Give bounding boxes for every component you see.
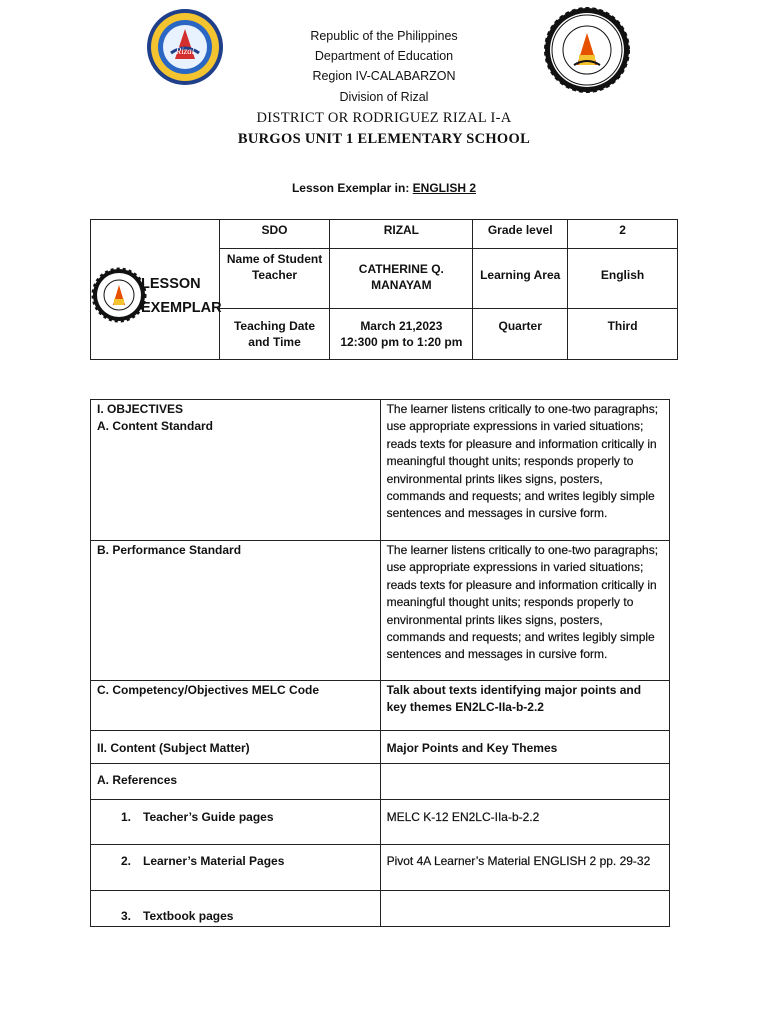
learning-area-label: Learning Area	[473, 249, 568, 309]
lesson-label: LESSON	[141, 276, 201, 292]
references-value	[380, 764, 669, 800]
teaching-date-value	[330, 309, 473, 360]
quarter-label: Quarter	[473, 309, 568, 360]
reference-item-teachers-guide	[91, 800, 381, 845]
objectives-table	[90, 399, 670, 927]
grade-level-label: Grade level	[473, 220, 568, 249]
performance-standard-label: B. Performance Standard	[91, 541, 381, 681]
school-gear-seal-icon	[91, 267, 147, 323]
student-teacher-label: Name of Student Teacher	[219, 249, 330, 309]
reference-item-number: 2.	[121, 854, 132, 868]
reference-item-learners-material	[91, 845, 381, 891]
learning-area-value: English	[568, 249, 678, 309]
quarter-value: Third	[568, 309, 678, 360]
header-division: Division of Rizal	[339, 90, 429, 104]
header-region: Region IV-CALABARZON	[312, 69, 456, 83]
svg-text:Rizal: Rizal	[175, 46, 195, 56]
content-standard-text: The learner listens critically to one-two paragraphs; use appropriate expressions in varied situations; reads texts for pleasure and information critically in meaningful thought units; responds properly to environmental prints likes signs, posters, commands and requests; and writes legibly simple sentences and messages in cursive form.	[380, 400, 669, 541]
sdo-value: RIZAL	[330, 220, 473, 249]
objectives-cell	[91, 400, 381, 541]
competency-label: C. Competency/Objectives MELC Code	[91, 681, 381, 731]
sdo-label: SDO	[219, 220, 330, 249]
references-label: A. References	[91, 764, 381, 800]
competency-text: Talk about texts identifying major points and key themes EN2LC-IIa-b-2.2	[380, 681, 669, 731]
student-teacher-value: CATHERINE Q. MANAYAM	[330, 249, 473, 309]
document-title-subject: ENGLISH 2	[412, 181, 477, 195]
content-standard-label: A. Content Standard	[97, 419, 213, 434]
reference-item-number: 3.	[121, 909, 132, 923]
exemplar-label: EXEMPLAR	[141, 300, 222, 316]
header-department: Department of Education	[314, 49, 454, 63]
teaching-date: March 21,2023	[360, 319, 443, 333]
performance-standard-text: The learner listens critically to one-two paragraphs; use appropriate expressions in varied situations; reads texts for pleasure and information critically in meaningful thought units; responds properly to environmental prints likes signs, posters, commands and requests; and writes legibly simple sentences and messages in cursive form.	[380, 541, 669, 681]
teaching-date-label: Teaching Date and Time	[219, 309, 330, 360]
header-school-name: BURGOS UNIT 1 ELEMENTARY SCHOOL	[237, 131, 531, 147]
lesson-info-table	[90, 219, 678, 360]
lesson-exemplar-badge	[91, 220, 220, 360]
content-subject-matter-label: II. Content (Subject Matter)	[91, 731, 381, 764]
reference-item-textbook	[91, 891, 381, 927]
grade-level-value: 2	[568, 220, 678, 249]
document-title-prefix: Lesson Exemplar in:	[291, 181, 413, 195]
reference-item-label: Learner’s Material Pages	[143, 854, 285, 868]
reference-item-value: MELC K-12 EN2LC-IIa-b-2.2	[380, 800, 669, 845]
reference-item-value	[380, 891, 669, 927]
objectives-heading: I. OBJECTIVES	[97, 402, 184, 416]
reference-item-label: Teacher’s Guide pages	[143, 810, 274, 824]
header-republic: Republic of the Philippines	[310, 29, 458, 43]
document-title	[0, 181, 768, 195]
content-subject-matter-text: Major Points and Key Themes	[380, 731, 669, 764]
reference-item-value: Pivot 4A Learner’s Material ENGLISH 2 pp. 29-32	[380, 845, 669, 891]
reference-item-number: 1.	[121, 810, 132, 824]
header-district: DISTRICT OR RODRIGUEZ RIZAL I-A	[256, 110, 512, 126]
teaching-time: 12:300 pm to 1:20 pm	[340, 335, 463, 349]
reference-item-label: Textbook pages	[143, 909, 234, 923]
